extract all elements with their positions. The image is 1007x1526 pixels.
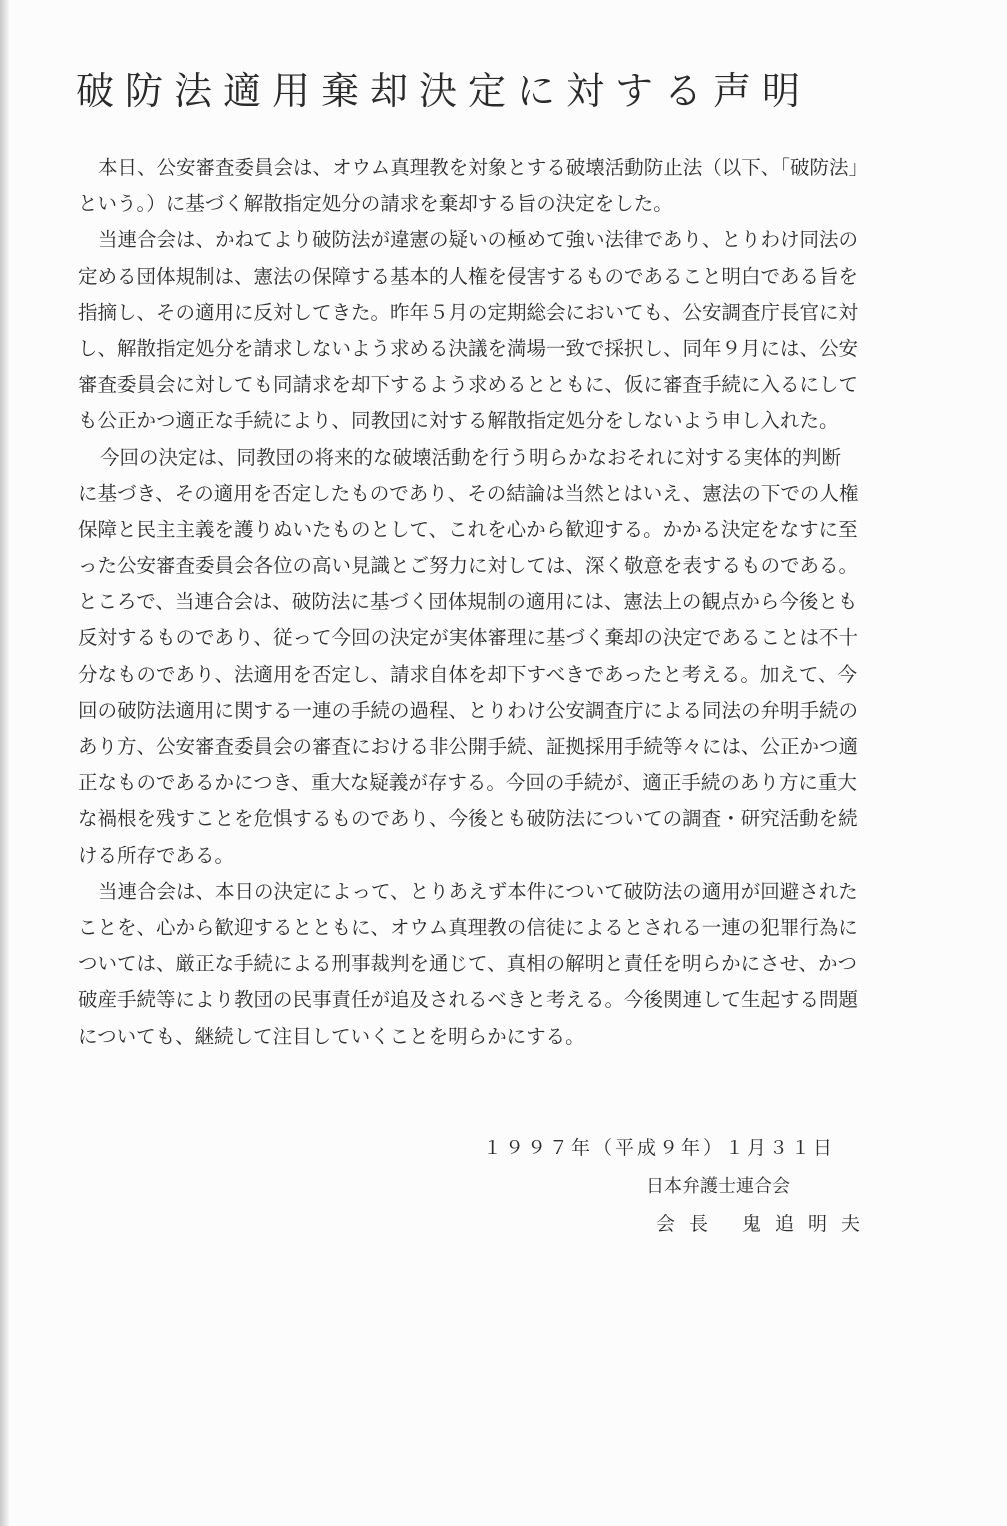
paragraph-line: 反対するものであり、従って今回の決定が実体審理に基づく棄却の決定であることは不十 [78, 626, 859, 650]
paragraph-line: 保障と民主主義を護りぬいたものとして、これを心から歓迎する。かかる決定をなすに至 [78, 517, 858, 541]
paragraph-line: あり方、公安審査委員会の審査における非公開手続、証拠採用手続等々には、公正かつ適 [78, 735, 859, 758]
statement-body [78, 150, 928, 1055]
paragraph-line: に基づき、その適用を否定したものであり、その結論は当然とはいえ、憲法の下での人権 [78, 481, 859, 505]
paragraph-line: 審査委員会に対しても同請求を却下するよう求めるとともに、仮に審査手続に入るにして [78, 373, 859, 397]
paragraph-line: 分なものであり、法適用を否定し、請求自体を却下すべきであったと考える。加えて、今 [78, 662, 858, 686]
paragraph-3 [78, 440, 928, 874]
paragraph-line: 本日、公安審査委員会は、オウム真理教を対象とする破壊活動防止法（以下、「破防法」 [98, 156, 869, 179]
paragraph-line: ついては、厳正な手続による刑事裁判を通じて、真相の解明と責任を明らかにさせ、かつ [78, 952, 858, 976]
issuing-organization: 日本弁護士連合会 [646, 1176, 790, 1197]
paragraph-1 [78, 150, 928, 222]
statement-date: １９９７年（平成９年）１月３１日 [483, 1137, 836, 1159]
paragraph-line: 回の破防法適用に関する一連の手続の過程、とりわけ公安調査庁による同法の弁明手続の [78, 698, 859, 722]
paragraph-line: 当連合会は、かねてより破防法が違憲の疑いの極めて強い法律であり、とりわけ同法の [98, 228, 859, 252]
paragraph-line: し、解散指定処分を請求しないよう求める決議を満場一致で採択し、同年９月には、公安 [78, 336, 859, 360]
paragraph-line: ことを、心から歓迎するとともに、オウム真理教の信徒によるとされる一連の犯罪行為に [78, 915, 858, 939]
paragraph-line: 破産手続等により教団の民事責任が追及されるべきと考える。今後関連して生起する問題 [78, 988, 859, 1012]
paragraph-line: 今回の決定は、同教団の将来的な破壊活動を行う明らかなおそれに対する実体的判断 [100, 445, 842, 469]
paragraph-line: 当連合会は、本日の決定によって、とりあえず本件について破防法の適用が回避された [98, 879, 858, 903]
paragraph-line: 定める団体規制は、憲法の保障する基本的人権を侵害するものであること明白である旨を [78, 264, 859, 288]
paragraph-line: ところで、当連合会は、破防法に基づく団体規制の適用には、憲法上の観点から今後とも [78, 590, 858, 614]
paragraph-2 [78, 222, 928, 439]
paragraph-line: な禍根を残すことを危惧するものであり、今後とも破防法についての調査・研究活動を続 [78, 807, 858, 831]
paragraph-4 [78, 874, 928, 1055]
document-title: 破防法適用棄却決定に対する声明 [76, 69, 812, 113]
president-signature: 会長 鬼追明夫 [656, 1213, 875, 1235]
paragraph-line: 指摘し、その適用に反対してきた。昨年５月の定期総会においても、公安調査庁長官に対 [78, 300, 859, 324]
page-edge-shadow [0, 0, 10, 1526]
paragraph-line: 正なものであるかにつき、重大な疑義が存する。今回の手続が、適正手続のあり方に重大 [78, 771, 857, 795]
paragraph-line: った公安審査委員会各位の高い見識とご努力に対しては、深く敬意を表するものである。 [78, 554, 859, 578]
paragraph-line: についても、継続して注目していくことを明らかにする。 [78, 1024, 585, 1048]
paragraph-line: ける所存である。 [78, 843, 235, 867]
paragraph-line: という。）に基づく解散指定処分の請求を棄却する旨の決定をした。 [78, 192, 673, 216]
paragraph-line: も公正かつ適正な手続により、同教団に対する解散指定処分をしないよう申し入れた。 [78, 409, 839, 433]
